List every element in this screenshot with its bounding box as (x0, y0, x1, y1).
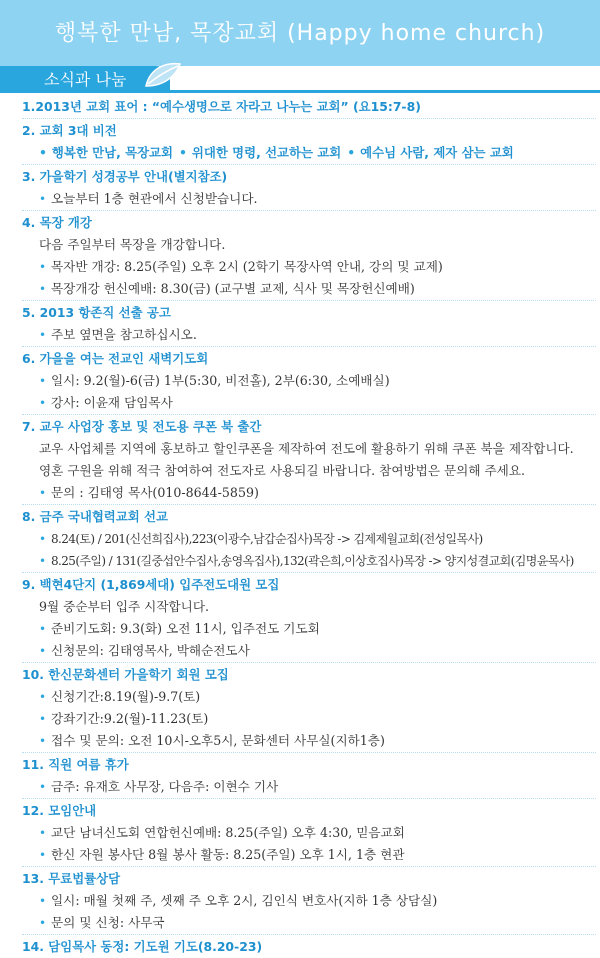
bullet-item (22, 686, 596, 708)
news-item (22, 800, 596, 866)
news-item-title: 1.2013년 교회 표어 : “예수생명으로 자라고 나누는 교회” (요15:7-8) (22, 99, 421, 114)
news-item (22, 348, 596, 414)
news-item-description: 다음 주일부터 목장을 개강합니다. (39, 237, 226, 252)
bullet-text: 8.24(토) / 201(신선희집사),223(이광수,남갑순집사)목장 -> 김제제월교회(전성일목사) (51, 532, 483, 546)
bullet-item (22, 912, 596, 934)
bullet-text: 한신 자원 봉사단 8월 봉사 활동: 8.25(주일) 오후 1시, 1층 현관 (51, 847, 405, 862)
bullet-item (22, 550, 596, 572)
bullet-item (22, 370, 596, 392)
bullet-dot-icon: • (39, 374, 47, 388)
bullet-text: 강사: 이윤재 담임목사 (51, 395, 173, 410)
news-item-description: 영혼 구원을 위해 적극 참여하여 전도자로 사용되길 바랍니다. 참여방법은 문의해 주세요. (39, 463, 525, 478)
bullet-text: 일시: 9.2(월)-6(금) 1부(5:30, 비전홀), 2부(6:30, 소예배실) (51, 373, 390, 388)
bullet-dot-icon: • (39, 145, 47, 160)
bullet-item (22, 730, 596, 752)
bullet-dot-icon: • (39, 690, 47, 704)
bullet-text: 8.25(주일) / 131(길중섭안수집사,송영옥집사),132(곽은희,이상호집사)목장 -> 양지성결교회(김명윤목사) (51, 554, 574, 568)
news-item-title: 12. 모임안내 (22, 803, 97, 818)
news-item (22, 96, 596, 118)
bullet-dot-icon: • (39, 328, 47, 342)
bullet-item (22, 256, 596, 278)
news-item (22, 212, 596, 300)
bullet-item (22, 708, 596, 730)
news-item (22, 302, 596, 346)
news-item-description: 교우 사업체를 지역에 홍보하고 할인쿠폰을 제작하여 전도에 활용하기 위해 쿠폰 북을 제작합니다. (39, 441, 574, 456)
bullet-dot-icon: • (39, 916, 47, 930)
bullet-text: 신청기간:8.19(월)-9.7(토) (51, 689, 201, 704)
bullet-dot-icon: • (347, 145, 356, 160)
news-item-title: 8. 금주 국내협력교회 선교 (22, 509, 168, 524)
bullet-item (22, 528, 596, 550)
bullet-dot-icon: • (39, 734, 47, 748)
banner-title: 행복한 만남, 목장교회 (Happy home church) (54, 21, 546, 46)
news-item-title: 3. 가을학기 성경공부 안내(별지참조) (22, 169, 228, 184)
bullet-item (22, 324, 596, 346)
news-item-title: 11. 직원 여름 휴가 (22, 757, 129, 772)
news-item-description: 9월 중순부터 입주 시작합니다. (39, 599, 210, 614)
bullet-item (22, 776, 596, 798)
news-item (22, 664, 596, 752)
bullet-text: 일시: 매월 첫째 주, 셋째 주 오후 2시, 김인식 변호사(지하 1층 상담실) (51, 893, 438, 908)
leaf-icon (142, 60, 182, 90)
bullet-dot-icon: • (39, 554, 47, 568)
vision-item: 행복한 만남, 목장교회 (51, 145, 173, 160)
news-item (22, 868, 596, 934)
news-item-title: 2. 교회 3대 비전 (22, 123, 117, 138)
news-item-title: 4. 목장 개강 (22, 215, 92, 230)
news-item (22, 506, 596, 572)
bullet-item (22, 844, 596, 866)
bullet-dot-icon: • (39, 848, 47, 862)
news-item (22, 754, 596, 798)
bullet-dot-icon: • (39, 532, 47, 546)
bullet-dot-icon: • (39, 780, 47, 794)
news-item (22, 936, 596, 958)
news-item-title: 14. 담임목사 동정: 기도원 기도(8.20-23) (22, 939, 263, 954)
vision-item: 예수님 사람, 제자 삼는 교회 (360, 145, 514, 160)
news-item (22, 120, 596, 164)
bullet-text: 목장개강 헌신예배: 8.30(금) (교구별 교제, 식사 및 목장헌신예배) (51, 281, 415, 296)
bullet-dot-icon: • (39, 622, 47, 636)
bullet-item (22, 640, 596, 662)
header-banner (0, 0, 600, 66)
bullet-dot-icon: • (39, 712, 47, 726)
news-item-title: 13. 무료법률상담 (22, 871, 121, 886)
bullet-dot-icon: • (39, 894, 47, 908)
bullet-text: 교단 남녀신도회 연합헌신예배: 8.25(주일) 오후 4:30, 믿음교회 (51, 825, 405, 840)
bullet-dot-icon: • (39, 644, 47, 658)
bullet-dot-icon: • (178, 145, 187, 160)
news-item-title: 9. 백현4단지 (1,869세대) 입주전도대원 모집 (22, 577, 280, 592)
news-item-title: 7. 교우 사업장 홍보 및 전도용 쿠폰 북 출간 (22, 419, 262, 434)
bullet-text: 접수 및 문의: 오전 10시-오후5시, 문화센터 사무실(지하1층) (51, 733, 385, 748)
bullet-item (22, 890, 596, 912)
bullet-item (22, 278, 596, 300)
bullet-item (22, 392, 596, 414)
bullet-text: 목자반 개강: 8.25(주일) 오후 2시 (2학기 목장사역 안내, 강의 및 교제) (51, 259, 443, 274)
bullet-text: 강좌기간:9.2(월)-11.23(토) (51, 711, 209, 726)
news-item-title: 5. 2013 항존직 선출 공고 (22, 305, 171, 320)
bullet-dot-icon: • (39, 192, 47, 206)
news-list (22, 96, 596, 958)
bullet-item (22, 822, 596, 844)
bullet-item (22, 618, 596, 640)
bullet-text: 문의 : 김태영 목사(010-8644-5859) (51, 485, 259, 500)
bullet-text: 오늘부터 1층 현관에서 신청받습니다. (51, 191, 258, 206)
news-item (22, 166, 596, 210)
bullet-dot-icon: • (39, 826, 47, 840)
vision-row (22, 142, 596, 164)
bullet-item (22, 482, 596, 504)
bullet-text: 주보 옆면을 참고하십시오. (51, 327, 197, 342)
bullet-dot-icon: • (39, 260, 47, 274)
news-item (22, 416, 596, 504)
bullet-text: 신청문의: 김태영목사, 박해순전도사 (51, 643, 250, 658)
bullet-dot-icon: • (39, 486, 47, 500)
news-item-title: 10. 한신문화센터 가을학기 회원 모집 (22, 667, 229, 682)
bullet-text: 준비기도회: 9.3(화) 오전 11시, 입주전도 기도회 (51, 621, 320, 636)
bullet-text: 문의 및 신청: 사무국 (51, 915, 165, 930)
section-divider (0, 90, 600, 93)
news-item-title: 6. 가을을 여는 전교인 새벽기도회 (22, 351, 209, 366)
vision-item: 위대한 명령, 선교하는 교회 (191, 145, 342, 160)
bullet-text: 금주: 유재호 사무장, 다음주: 이현수 기사 (51, 779, 279, 794)
bullet-dot-icon: • (39, 396, 47, 410)
news-item (22, 574, 596, 662)
section-title: 소식과 나눔 (44, 70, 127, 89)
bullet-dot-icon: • (39, 282, 47, 296)
bullet-item (22, 188, 596, 210)
